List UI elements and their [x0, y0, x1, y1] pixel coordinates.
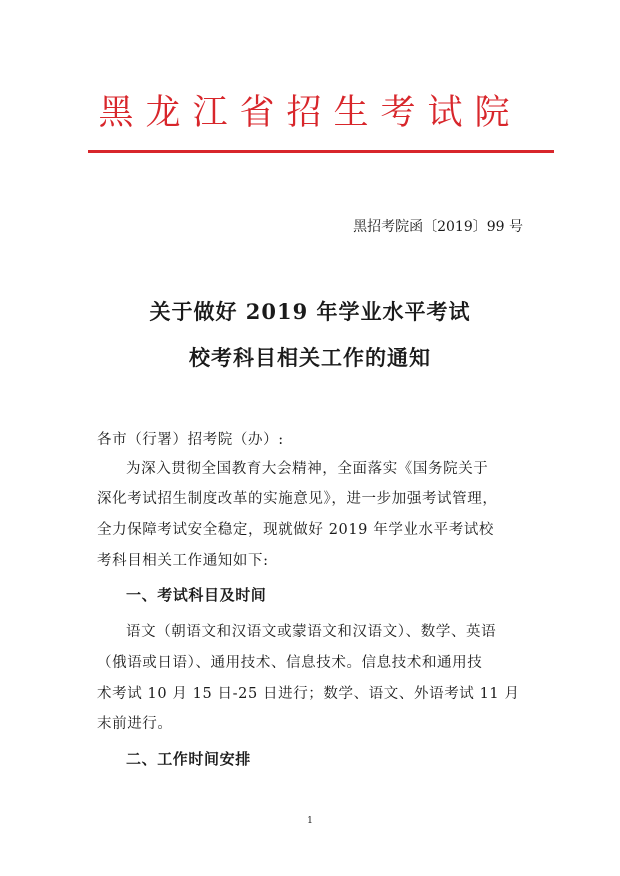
intro-line: 为深入贯彻全国教育大会精神，全面落实《国务院关于: [126, 461, 489, 477]
section-1-line: （俄语或日语）、通用技术、信息技术。信息技术和通用技: [97, 655, 483, 671]
salutation: 各市（行署）招考院（办）:: [97, 432, 284, 448]
section-1-line: 语文（朝语文和汉语文或蒙语文和汉语文）、数学、英语: [126, 624, 497, 640]
document-number: 黑招考院函〔2019〕99 号: [353, 219, 523, 235]
page-number: 1: [307, 816, 313, 826]
document-title-line-2: 校考科目相关工作的通知: [189, 345, 431, 370]
section-1-line: 术考试 10 月 15 日-25 日进行；数学、语文、外语考试 11 月: [97, 686, 520, 702]
section-heading-1: 一、考试科目及时间: [126, 586, 267, 604]
letterhead-divider: [88, 150, 554, 153]
intro-line: 深化考试招生制度改革的实施意见》，进一步加强考试管理，: [97, 491, 498, 507]
intro-line: 全力保障考试安全稳定，现就做好 2019 年学业水平考试校: [97, 522, 495, 538]
letterhead-title: 黑龙江省招生考试院: [98, 93, 522, 133]
section-heading-2: 二、工作时间安排: [126, 750, 251, 768]
section-1-line: 末前进行。: [97, 716, 173, 732]
intro-line: 考科目相关工作通知如下:: [97, 553, 269, 569]
document-title-line-1: 关于做好 2019 年学业水平考试: [149, 299, 471, 324]
